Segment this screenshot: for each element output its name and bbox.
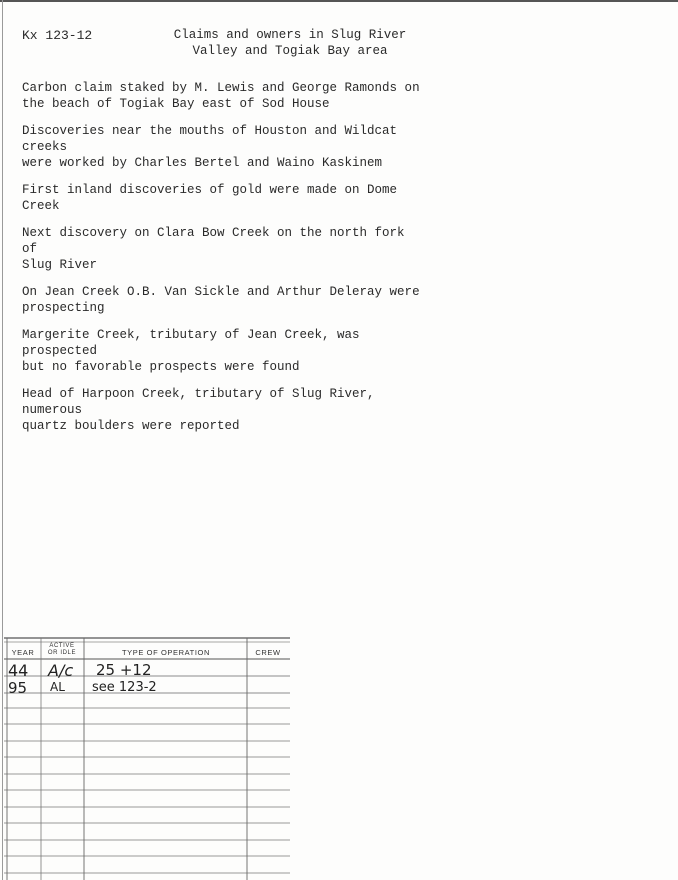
entry-carbon-claim: Carbon claim staked by M. Lewis and George Ramonds on the beach of Togiak Bay east of Sod House [22,81,420,111]
entry-houston-wildcat: Discoveries near the mouths of Houston and Wildcat creeks were worked by Charles Bertel and Waino Kaskinem [22,124,398,170]
entries-list [22,80,422,445]
operations-table [4,636,290,880]
card-title: Claims and owners in Slug River Valley and Togiak Bay area [173,28,407,58]
row-2-operation: see 123-2 [92,680,157,695]
row-2-year: 95 [8,679,28,697]
entry-margerite-creek: Margerite Creek, tributary of Jean Creek, was prospected but no favorable prospects were found [22,328,360,374]
entry-harpoon-creek: Head of Harpoon Creek, tributary of Slug River, numerous quartz boulders were reported [22,387,375,433]
column-header-active-or-idle: ACTIVE OR IDLE [47,643,77,656]
entry-jean-creek: On Jean Creek O.B. Van Sickle and Arthur Deleray were prospecting [22,285,420,315]
column-header-crew: CREW [255,648,281,657]
row-1-year: 44 [8,661,29,680]
row-1-status: A/c [48,661,74,680]
entry-dome-creek: First inland discoveries of gold were made on Dome Creek [22,183,398,213]
row-2-status: AL [50,680,65,694]
card-top-edge [0,0,678,2]
column-header-year: YEAR [11,648,35,657]
entry-clara-bow-creek: Next discovery on Clara Bow Creek on the north fork of Slug River [22,226,405,272]
card-left-edge [2,0,3,880]
row-1-operation: 25 +12 [96,661,152,679]
column-header-type-of-operation: TYPE OF OPERATION [122,648,210,657]
card-id: Kx 123-12 [22,28,93,43]
